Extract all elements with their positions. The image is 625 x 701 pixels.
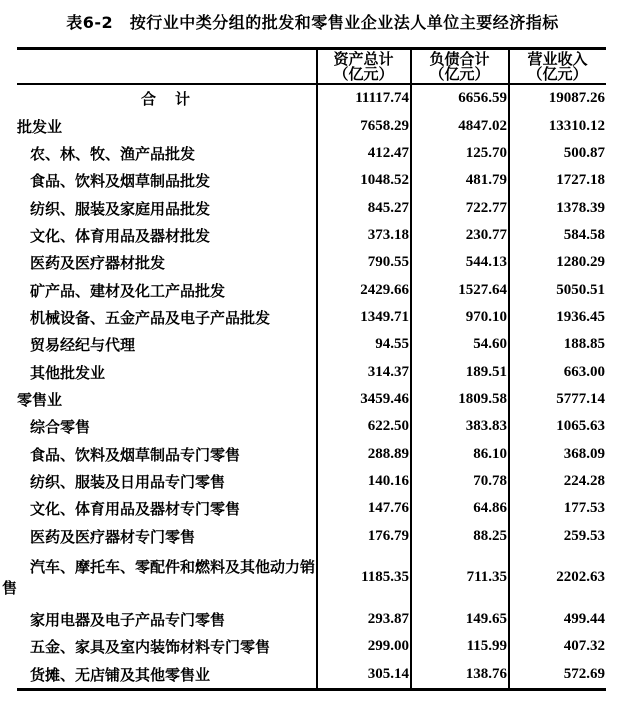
row-industry-label: 食品、饮料及烟草制品批发 [30, 172, 211, 191]
row-operating-revenue-value: 572.69 [508, 661, 606, 688]
row-total-liabilities-value: 722.77 [410, 194, 508, 221]
table-row [17, 331, 606, 358]
row-industry-label: 综合零售 [30, 418, 91, 437]
row-total-liabilities-value: 70.78 [410, 468, 508, 495]
table-row [17, 661, 606, 688]
row-operating-revenue-value: 5777.14 [508, 386, 606, 413]
row-industry-label: 矿产品、建材及化工产品批发 [30, 281, 226, 300]
table-body [2, 85, 606, 688]
row-operating-revenue-value: 1936.45 [508, 304, 606, 331]
row-operating-revenue-value: 13310.12 [508, 112, 606, 139]
row-operating-revenue-value: 259.53 [508, 523, 606, 550]
row-operating-revenue-value: 19087.26 [508, 85, 606, 112]
row-industry-label: 纺织、服装及家庭用品批发 [30, 199, 211, 218]
row-total-liabilities-value: 138.76 [410, 661, 508, 688]
row-operating-revenue-value: 499.44 [508, 606, 606, 633]
row-operating-revenue-value: 188.85 [508, 331, 606, 358]
row-total-liabilities-value: 189.51 [410, 358, 508, 385]
header-total-liabilities [410, 50, 508, 83]
table-row [17, 222, 606, 249]
table-row [17, 194, 606, 221]
row-total-assets-value: 11117.74 [316, 85, 410, 112]
row-total-liabilities-value: 1527.64 [410, 276, 508, 303]
row-industry-label: 食品、饮料及烟草制品专门零售 [30, 445, 241, 464]
row-total-assets-value: 373.18 [316, 222, 410, 249]
row-industry-label: 纺织、服装及日用品专门零售 [30, 472, 226, 491]
header-industry-cell [17, 50, 316, 83]
table-row [17, 304, 606, 331]
economic-indicators-table [2, 47, 606, 691]
row-industry-label: 医药及医疗器材批发 [30, 254, 166, 273]
row-total-assets-value: 845.27 [316, 194, 410, 221]
table-title: 表6-2 按行业中类分组的批发和零售业企业法人单位主要经济指标 [66, 13, 559, 32]
row-total-assets-value: 622.50 [316, 413, 410, 440]
table-row [17, 440, 606, 467]
row-total-assets-value: 1048.52 [316, 167, 410, 194]
table-row [17, 358, 606, 385]
header-total-liabilities-unit: （亿元） [429, 67, 490, 83]
row-total-liabilities-value: 54.60 [410, 331, 508, 358]
row-total-liabilities-value: 481.79 [410, 167, 508, 194]
row-operating-revenue-value: 177.53 [508, 495, 606, 522]
row-total-liabilities-value: 115.99 [410, 633, 508, 660]
row-operating-revenue-value: 224.28 [508, 468, 606, 495]
table-row [2, 550, 606, 606]
header-operating-revenue-unit: （亿元） [527, 67, 588, 83]
table-row [17, 112, 606, 139]
row-total-assets-value: 288.89 [316, 440, 410, 467]
table-row [17, 523, 606, 550]
row-total-assets-value: 2429.66 [316, 276, 410, 303]
row-industry-label: 零售业 [17, 390, 63, 409]
row-total-liabilities-value: 6656.59 [410, 85, 508, 112]
table-row [17, 386, 606, 413]
table-row [17, 276, 606, 303]
row-operating-revenue-value: 1378.39 [508, 194, 606, 221]
row-industry-label: 家用电器及电子产品专门零售 [30, 611, 226, 630]
table-row [17, 468, 606, 495]
row-total-assets-value: 314.37 [316, 358, 410, 385]
row-operating-revenue-value: 368.09 [508, 440, 606, 467]
row-total-liabilities-value: 125.70 [410, 140, 508, 167]
row-total-liabilities-value: 383.83 [410, 413, 508, 440]
row-total-assets-value: 299.00 [316, 633, 410, 660]
row-total-liabilities-value: 86.10 [410, 440, 508, 467]
row-operating-revenue-value: 5050.51 [508, 276, 606, 303]
header-total-liabilities-name: 负债合计 [429, 52, 490, 68]
row-industry-label: 五金、家具及室内装饰材料专门零售 [30, 638, 271, 657]
table-row [17, 606, 606, 633]
row-operating-revenue-value: 1280.29 [508, 249, 606, 276]
header-total-assets-unit: （亿元） [333, 67, 394, 83]
row-total-assets-value: 1185.35 [316, 550, 410, 606]
row-total-liabilities-value: 544.13 [410, 249, 508, 276]
row-total-assets-value: 94.55 [316, 331, 410, 358]
row-total-liabilities-value: 230.77 [410, 222, 508, 249]
row-industry-label: 贸易经纪与代理 [30, 336, 136, 355]
table-row [17, 413, 606, 440]
table-row [17, 85, 606, 112]
table-row [17, 633, 606, 660]
row-industry-label: 农、林、牧、渔产品批发 [30, 144, 196, 163]
row-total-assets-value: 147.76 [316, 495, 410, 522]
row-industry-label: 文化、体育用品及器材专门零售 [30, 500, 241, 519]
row-operating-revenue-value: 1727.18 [508, 167, 606, 194]
row-industry-label: 机械设备、五金产品及电子产品批发 [30, 308, 271, 327]
row-operating-revenue-value: 584.58 [508, 222, 606, 249]
row-operating-revenue-value: 663.00 [508, 358, 606, 385]
row-total-liabilities-value: 149.65 [410, 606, 508, 633]
header-operating-revenue-name: 营业收入 [527, 52, 588, 68]
row-total-liabilities-value: 711.35 [410, 550, 508, 606]
row-industry-label: 合 计 [140, 90, 192, 109]
row-total-liabilities-value: 88.25 [410, 523, 508, 550]
header-total-assets [316, 50, 410, 83]
row-industry-label: 医药及医疗器材专门零售 [30, 527, 196, 546]
row-total-assets-value: 1349.71 [316, 304, 410, 331]
row-industry-label: 货摊、无店铺及其他零售业 [30, 665, 211, 684]
table-header-row [17, 50, 606, 85]
row-total-assets-value: 293.87 [316, 606, 410, 633]
row-operating-revenue-value: 500.87 [508, 140, 606, 167]
row-total-assets-value: 7658.29 [316, 112, 410, 139]
row-total-liabilities-value: 64.86 [410, 495, 508, 522]
row-total-assets-value: 305.14 [316, 661, 410, 688]
row-total-liabilities-value: 970.10 [410, 304, 508, 331]
header-operating-revenue [508, 50, 606, 83]
row-total-liabilities-value: 4847.02 [410, 112, 508, 139]
table-row [17, 249, 606, 276]
row-industry-label: 汽车、摩托车、零配件和燃料及其他动力销售 [2, 557, 316, 597]
row-total-assets-value: 176.79 [316, 523, 410, 550]
row-industry-label: 批发业 [17, 117, 63, 136]
row-total-assets-value: 3459.46 [316, 386, 410, 413]
row-industry-label: 文化、体育用品及器材批发 [30, 226, 211, 245]
header-total-assets-name: 资产总计 [333, 52, 394, 68]
row-operating-revenue-value: 407.32 [508, 633, 606, 660]
row-total-liabilities-value: 1809.58 [410, 386, 508, 413]
row-operating-revenue-value: 1065.63 [508, 413, 606, 440]
row-total-assets-value: 790.55 [316, 249, 410, 276]
row-industry-label: 其他批发业 [30, 363, 106, 382]
row-operating-revenue-value: 2202.63 [508, 550, 606, 606]
table-row [17, 167, 606, 194]
row-total-assets-value: 140.16 [316, 468, 410, 495]
table-row [17, 495, 606, 522]
table-row [17, 140, 606, 167]
row-total-assets-value: 412.47 [316, 140, 410, 167]
